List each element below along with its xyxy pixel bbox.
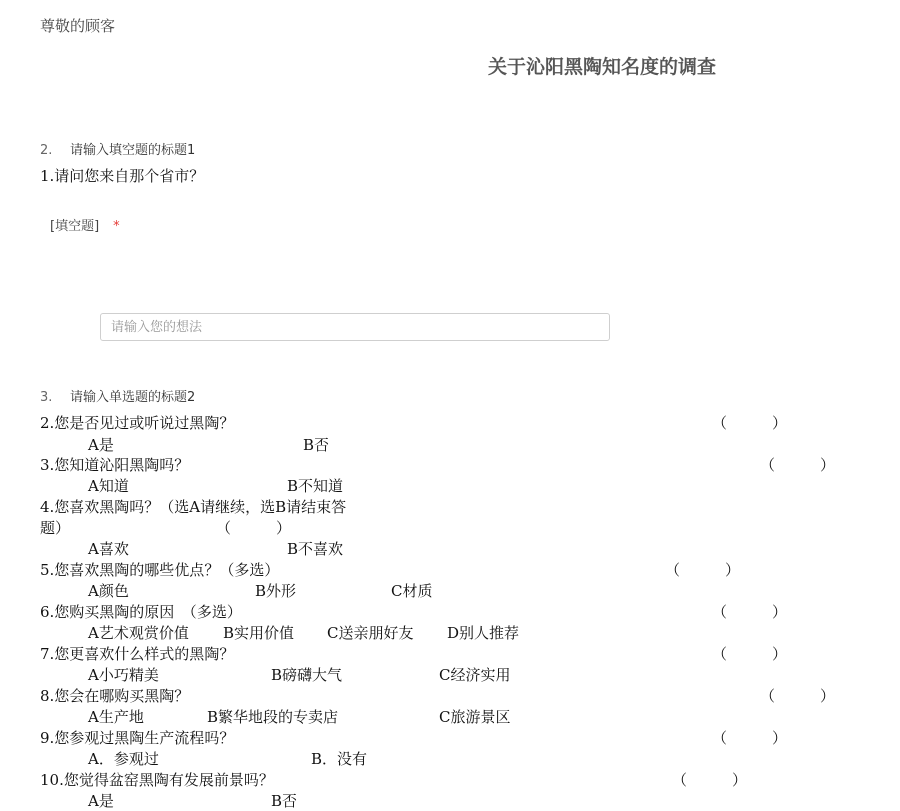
- section-header-fill: [40, 139, 195, 158]
- question-5-text: 5.您喜欢黑陶的哪些优点？（多选）: [40, 561, 280, 579]
- option-a[interactable]: A．参观过: [88, 750, 159, 768]
- section-number: 3.: [40, 390, 53, 405]
- option-c[interactable]: C经济实用: [439, 666, 511, 684]
- option-b[interactable]: B．没有: [311, 750, 368, 768]
- question-6-text: 6.您购买黑陶的原因 （多选）: [40, 603, 242, 621]
- answer-input[interactable]: [100, 313, 610, 341]
- option-a[interactable]: A艺术观赏价值: [88, 624, 189, 642]
- section-label: 请输入单选题的标题2: [70, 390, 196, 405]
- option-a[interactable]: A喜欢: [88, 540, 129, 558]
- option-b[interactable]: B外形: [255, 582, 297, 600]
- required-mark: *: [113, 219, 120, 234]
- answer-blank: （ ）: [216, 519, 292, 537]
- answer-blank: （ ）: [712, 603, 788, 621]
- option-b[interactable]: B繁华地段的专卖店: [207, 708, 339, 726]
- answer-blank: （ ）: [712, 414, 788, 432]
- question-9-text: 9.您参观过黑陶生产流程吗？: [40, 729, 235, 747]
- answer-blank: （ ）: [712, 645, 788, 663]
- option-b[interactable]: B磅礴大气: [271, 666, 343, 684]
- option-d[interactable]: D别人推荐: [447, 624, 520, 642]
- answer-blank: （ ）: [712, 729, 788, 747]
- question-7-text: 7.您更喜欢什么样式的黑陶？: [40, 645, 235, 663]
- answer-blank: （ ）: [665, 561, 741, 579]
- option-c[interactable]: C送亲朋好友: [327, 624, 414, 642]
- option-c[interactable]: C旅游景区: [439, 708, 511, 726]
- option-b[interactable]: B不知道: [287, 477, 344, 495]
- answer-blank: （ ）: [760, 687, 836, 705]
- greeting-text: 尊敬的顾客: [40, 17, 116, 35]
- option-b[interactable]: B实用价值: [223, 624, 295, 642]
- question-type-tag: [50, 215, 120, 234]
- option-c[interactable]: C材质: [391, 582, 433, 600]
- question-4-text-cont: 题）: [40, 519, 71, 537]
- section-label: 请输入填空题的标题1: [70, 143, 196, 158]
- question-4-text: 4.您喜欢黑陶吗？（选A请继续，选B请结束答: [40, 498, 347, 516]
- option-a[interactable]: A生产地: [88, 708, 144, 726]
- option-a[interactable]: A小巧精美: [88, 666, 159, 684]
- option-a[interactable]: A颜色: [88, 582, 129, 600]
- option-b[interactable]: B否: [271, 792, 298, 810]
- section-header-single: [40, 386, 195, 405]
- answer-blank: （ ）: [760, 456, 836, 474]
- question-8-text: 8.您会在哪购买黑陶？: [40, 687, 190, 705]
- question-1-text: 1.请问您来自那个省市？: [40, 167, 205, 185]
- question-3-text: 3.您知道沁阳黑陶吗？: [40, 456, 190, 474]
- section-number: 2.: [40, 143, 53, 158]
- answer-blank: （ ）: [672, 771, 748, 789]
- option-b[interactable]: B否: [303, 436, 330, 454]
- fill-tag-label: [填空题]: [50, 219, 100, 234]
- option-a[interactable]: A知道: [88, 477, 129, 495]
- option-a[interactable]: A是: [88, 436, 114, 454]
- survey-title: 关于沁阳黑陶知名度的调查: [488, 56, 717, 78]
- option-a[interactable]: A是: [88, 792, 114, 810]
- question-2-text: 2.您是否见过或听说过黑陶？: [40, 414, 235, 432]
- question-10-text: 10.您觉得盆窑黑陶有发展前景吗？: [40, 771, 274, 789]
- option-b[interactable]: B不喜欢: [287, 540, 344, 558]
